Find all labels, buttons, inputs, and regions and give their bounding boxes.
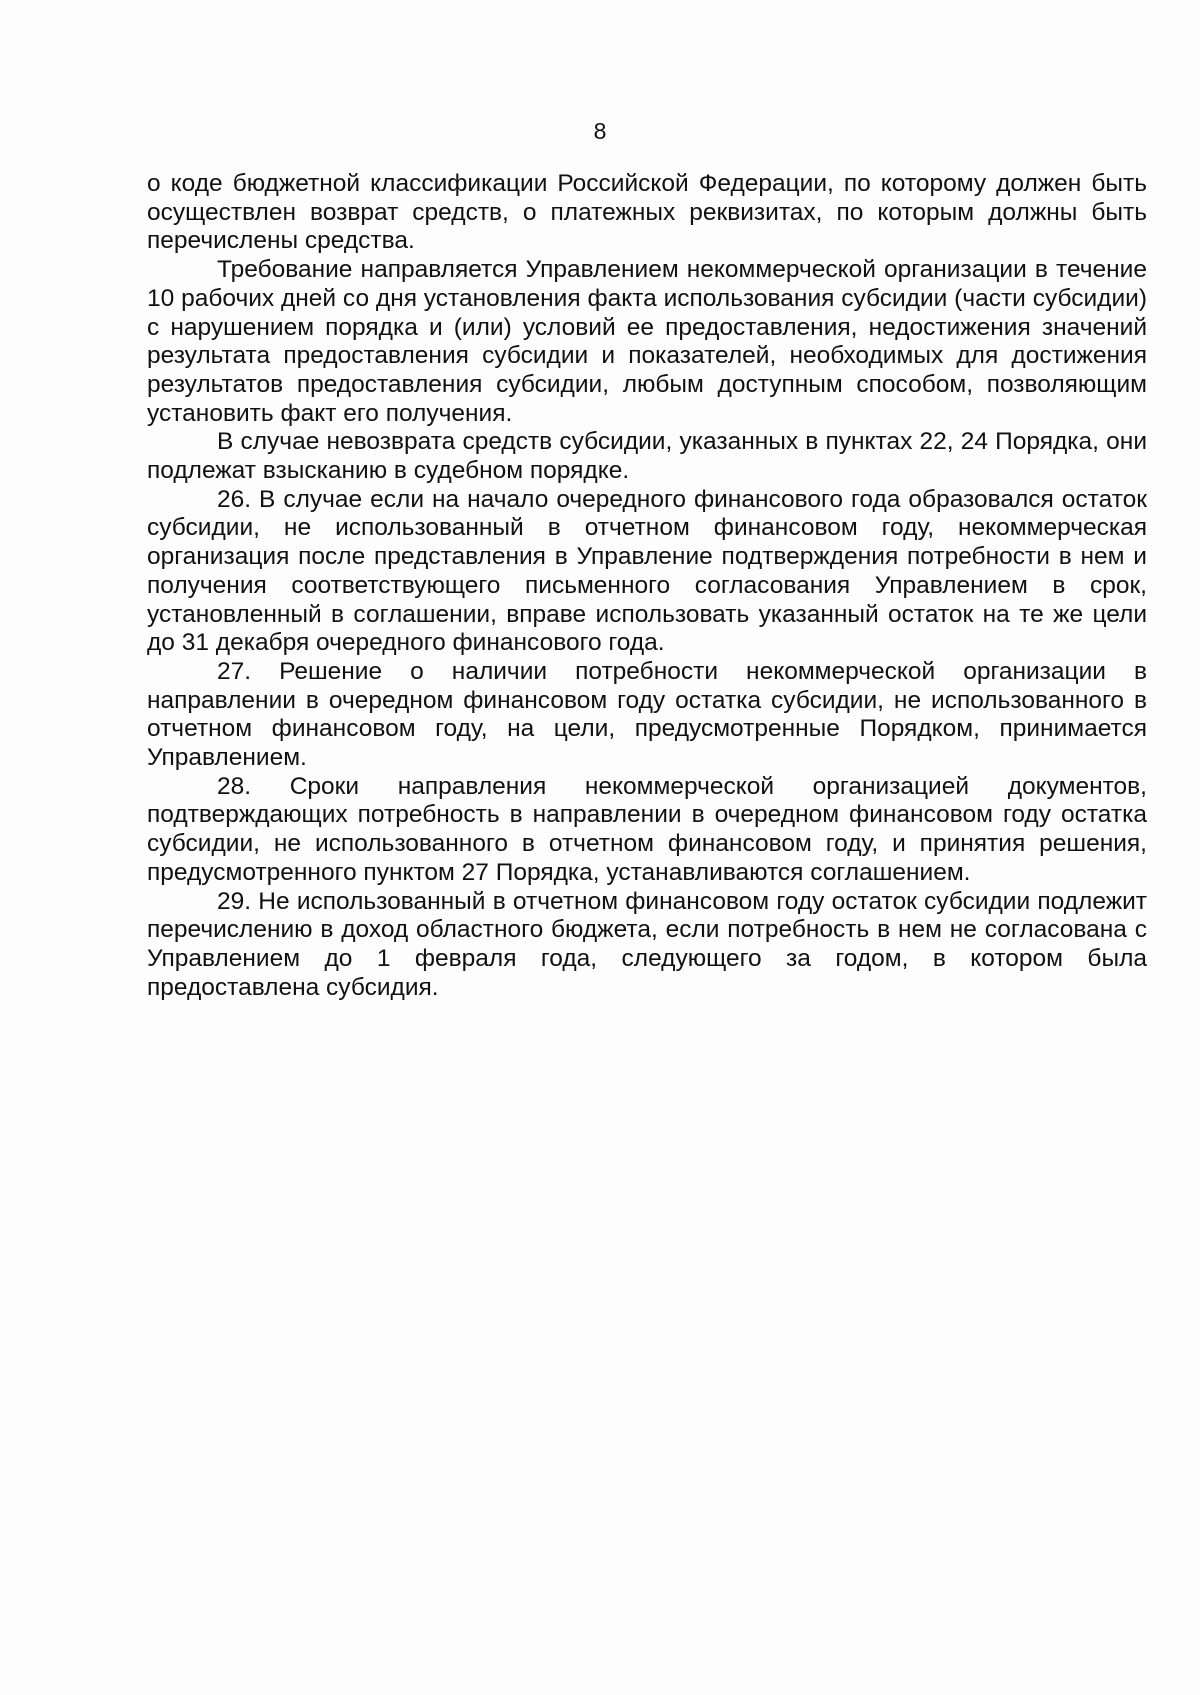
paragraph-non-return: В случае невозврата средств субсидии, указанных в пунктах 22, 24 Порядка, они подлежат взысканию в судебном порядке.	[147, 428, 1147, 485]
page-number: 8	[593, 118, 607, 144]
paragraph-requirement: Требование направляется Управлением некоммерческой организации в течение 10 рабочих дней со дня установления факта использования субсидии (части субсидии) с нарушением порядка и (или) условий ее предоставления, недостижения значений результата предоставления субсидии и показателей, необходимых для достижения результатов предоставления субсидии, любым доступным способом, позволяющим установить факт его получения.	[147, 256, 1147, 427]
paragraph-item-29: 29. Не использованный в отчетном финансовом году остаток субсидии подлежит перечислению в доход областного бюджета, если потребность в нем не согласована с Управлением до 1 февраля года, следующего за годом, в котором была предоставлена субсидия.	[147, 887, 1147, 1001]
paragraph-continuation: о коде бюджетной классификации Российской Федерации, по которому должен быть осуществлен возврат средств, о платежных реквизитах, по которым должны быть перечислены средства.	[147, 170, 1147, 255]
paragraph-item-26: 26. В случае если на начало очередного финансового года образовался остаток субсидии, не использованный в отчетном финансовом году, некоммерческая организация после представления в Управление подтверждения потребности в нем и получения соответствующего письменного согласования Управлением в срок, установленный в соглашении, вправе использовать указанный остаток на те же цели до 31 декабря очередного финансового года.	[147, 485, 1147, 657]
paragraph-item-27: 27. Решение о наличии потребности некоммерческой организации в направлении в очередном финансовом году остатка субсидии, не использованного в отчетном финансовом году, на цели, предусмотренные Порядком, принимается Управлением.	[147, 657, 1147, 772]
paragraph-item-28: 28. Сроки направления некоммерческой организацией документов, подтверждающих потребность в направлении в очередном финансовом году остатка субсидии, не использованного в отчетном финансовом году, и принятия решения, предусмотренного пунктом 27 Порядка, устанавливаются соглашением.	[147, 772, 1147, 886]
document-body	[147, 170, 1147, 1002]
